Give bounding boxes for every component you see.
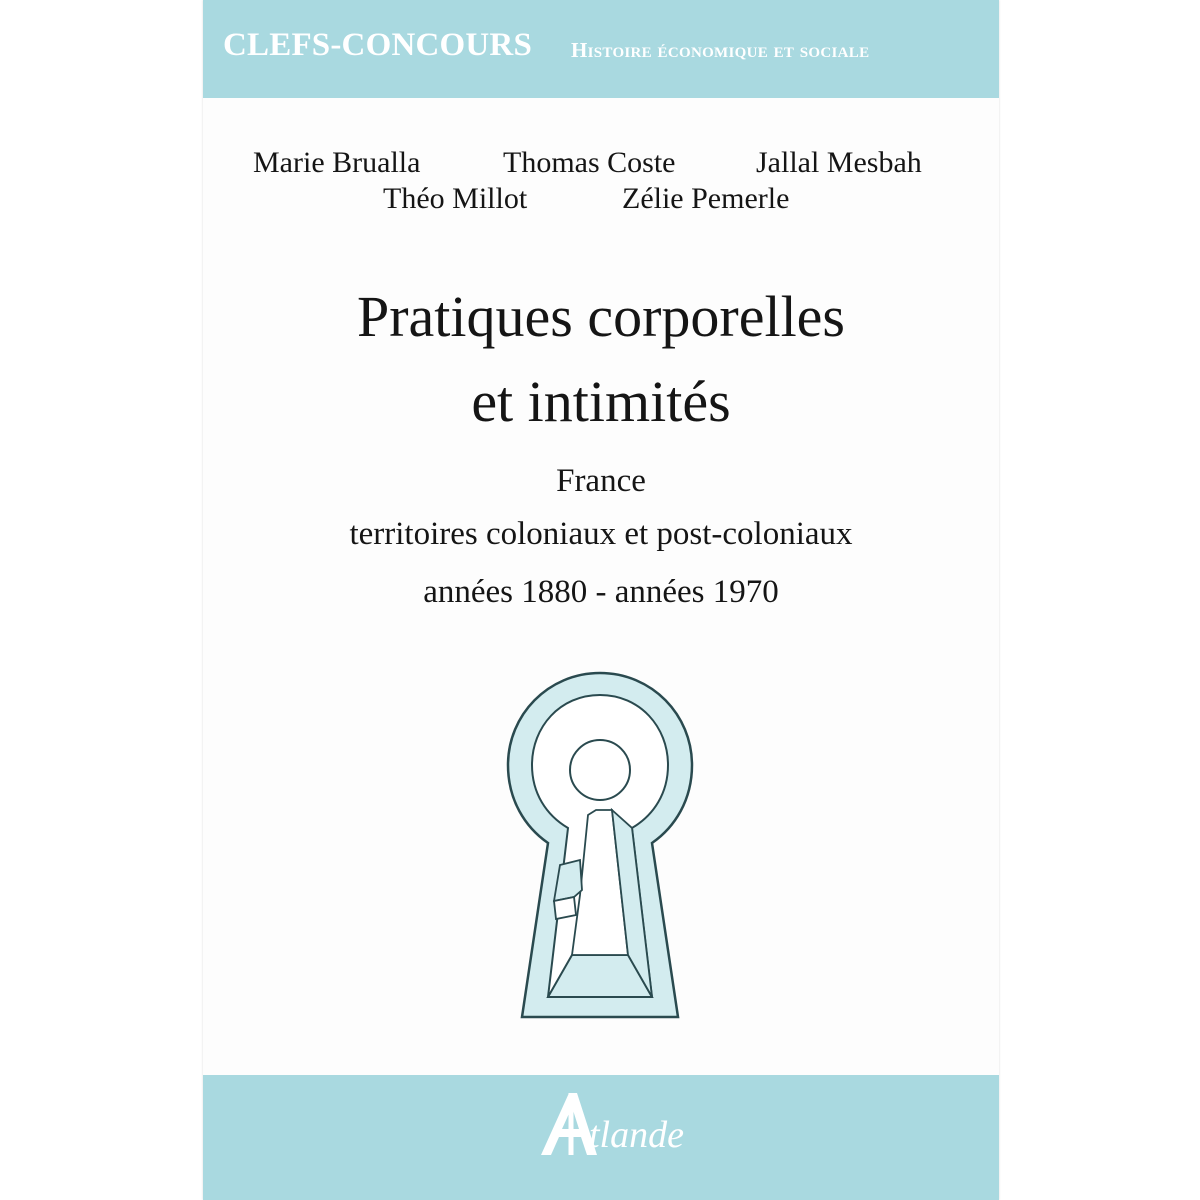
publisher-logo (531, 1085, 731, 1165)
subtitle-line-1: France (556, 463, 646, 499)
book-title-line-2: et intimités (471, 369, 731, 434)
book-title-line-1: Pratiques corporelles (356, 284, 845, 349)
author-name: Jallal Mesbah (756, 146, 922, 179)
series-name: CLEFS-CONCOURS (223, 27, 533, 63)
author-name: Zélie Pemerle (622, 182, 790, 215)
collection-name: Histoire économique et sociale (571, 38, 870, 62)
subtitle-line-2: territoires coloniaux et post-coloniaux (349, 516, 853, 552)
publisher-name-text: tlande (589, 1114, 684, 1156)
author-name: Marie Brualla (253, 146, 421, 179)
author-name: Thomas Coste (503, 146, 676, 179)
author-name: Théo Millot (383, 182, 528, 215)
publisher-band (203, 1075, 999, 1200)
subtitle-line-3: années 1880 - années 1970 (423, 574, 779, 610)
series-band (203, 0, 999, 98)
keyhole-icon (500, 665, 700, 1025)
